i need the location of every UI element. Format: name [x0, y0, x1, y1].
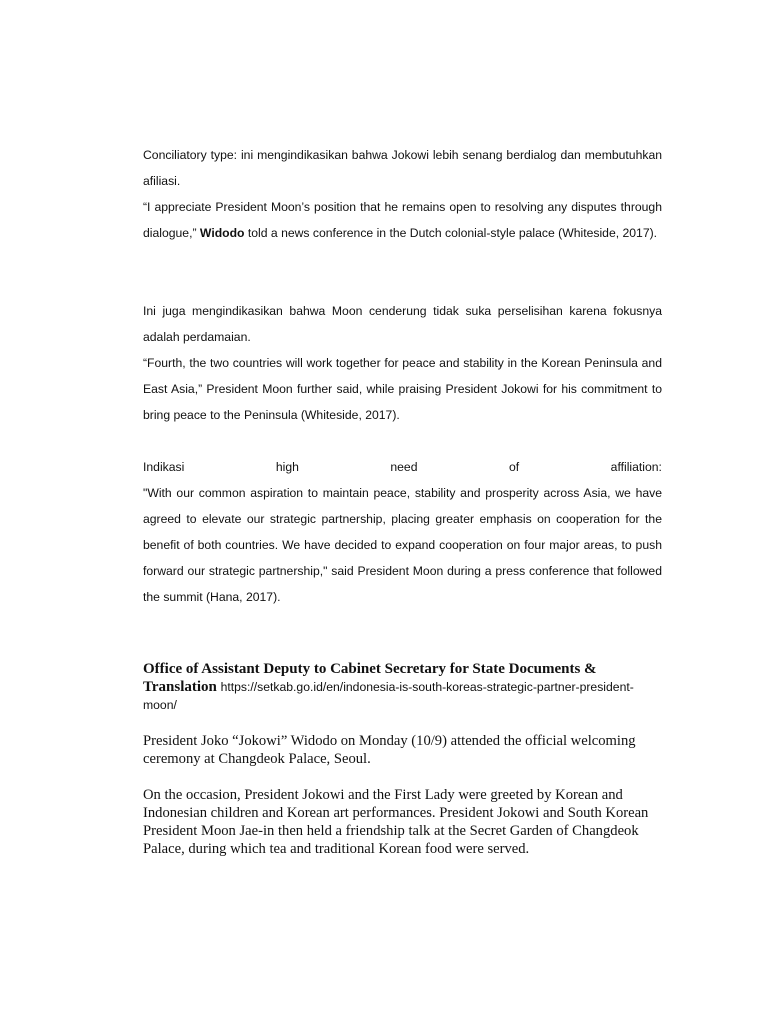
affiliation-word: affiliation: [610, 460, 662, 474]
moon-intro-paragraph [143, 298, 662, 350]
moon-intro-text: Ini juga mengindikasikan bahwa Moon cenderung tidak suka perselisihan karena fokusnya adalah perdamaian. [143, 304, 662, 344]
moon-quote-text: “Fourth, the two countries will work together for peace and stability in the Korean Peninsula and East Asia,” President Moon further said, while praising President Jokowi for his commitment to bring peace to the Peninsula (Whiteside, 2017). [143, 356, 662, 422]
affiliation-label-line [143, 454, 662, 480]
conciliatory-paragraph [143, 142, 662, 194]
widodo-quote-attribution: told a news conference in the Dutch colonial-style palace (Whiteside, 2017). [244, 226, 658, 240]
friendship-talk-text: On the occasion, President Jokowi and the First Lady were greeted by Korean and Indonesian children and Korean art performances. President Jokowi and South Korean President Moon Jae-in then held a friendship talk at the Secret Garden of Changdeok Palace, during which tea and traditional Korean food were served. [143, 787, 649, 857]
affiliation-word: Indikasi [143, 460, 185, 474]
welcoming-ceremony-text: President Joko “Jokowi” Widodo on Monday (10/9) attended the official welcoming ceremony at Changdeok Palace, Seoul. [143, 733, 636, 767]
moon-quote-paragraph [143, 350, 662, 428]
widodo-quote-text: “I appreciate President Moon’s position that he remains open to resolving any disputes through dialogue,” [143, 200, 662, 240]
conciliatory-label: Conciliatory type: [143, 148, 238, 162]
widodo-name: Widodo [199, 226, 245, 240]
friendship-talk-paragraph [143, 786, 662, 858]
source-heading-paragraph [143, 660, 662, 714]
affiliation-word: need [390, 460, 418, 474]
widodo-quote-paragraph [143, 194, 662, 246]
source-heading: Office of Assistant Deputy to Cabinet Secretary for State Documents & Translation [143, 661, 597, 695]
welcoming-ceremony-paragraph [143, 732, 662, 768]
summit-quote-paragraph [143, 480, 662, 610]
conciliatory-text: ini mengindikasikan bahwa Jokowi lebih senang berdialog dan membutuhkan afiliasi. [143, 148, 662, 188]
summit-quote-text: "With our common aspiration to maintain peace, stability and prosperity across Asia, we have agreed to elevate our strategic partnership, placing greater emphasis on cooperation for the benefit of both countries. We have decided to expand cooperation on four major areas, to push forward our strategic partnership," said President Moon during a press conference that followed the summit (Hana, 2017). [143, 486, 662, 604]
affiliation-word: of [509, 460, 520, 474]
source-url: https://setkab.go.id/en/indonesia-is-south-koreas-strategic-partner-president-moon/ [143, 680, 634, 712]
affiliation-word: high [275, 460, 299, 474]
